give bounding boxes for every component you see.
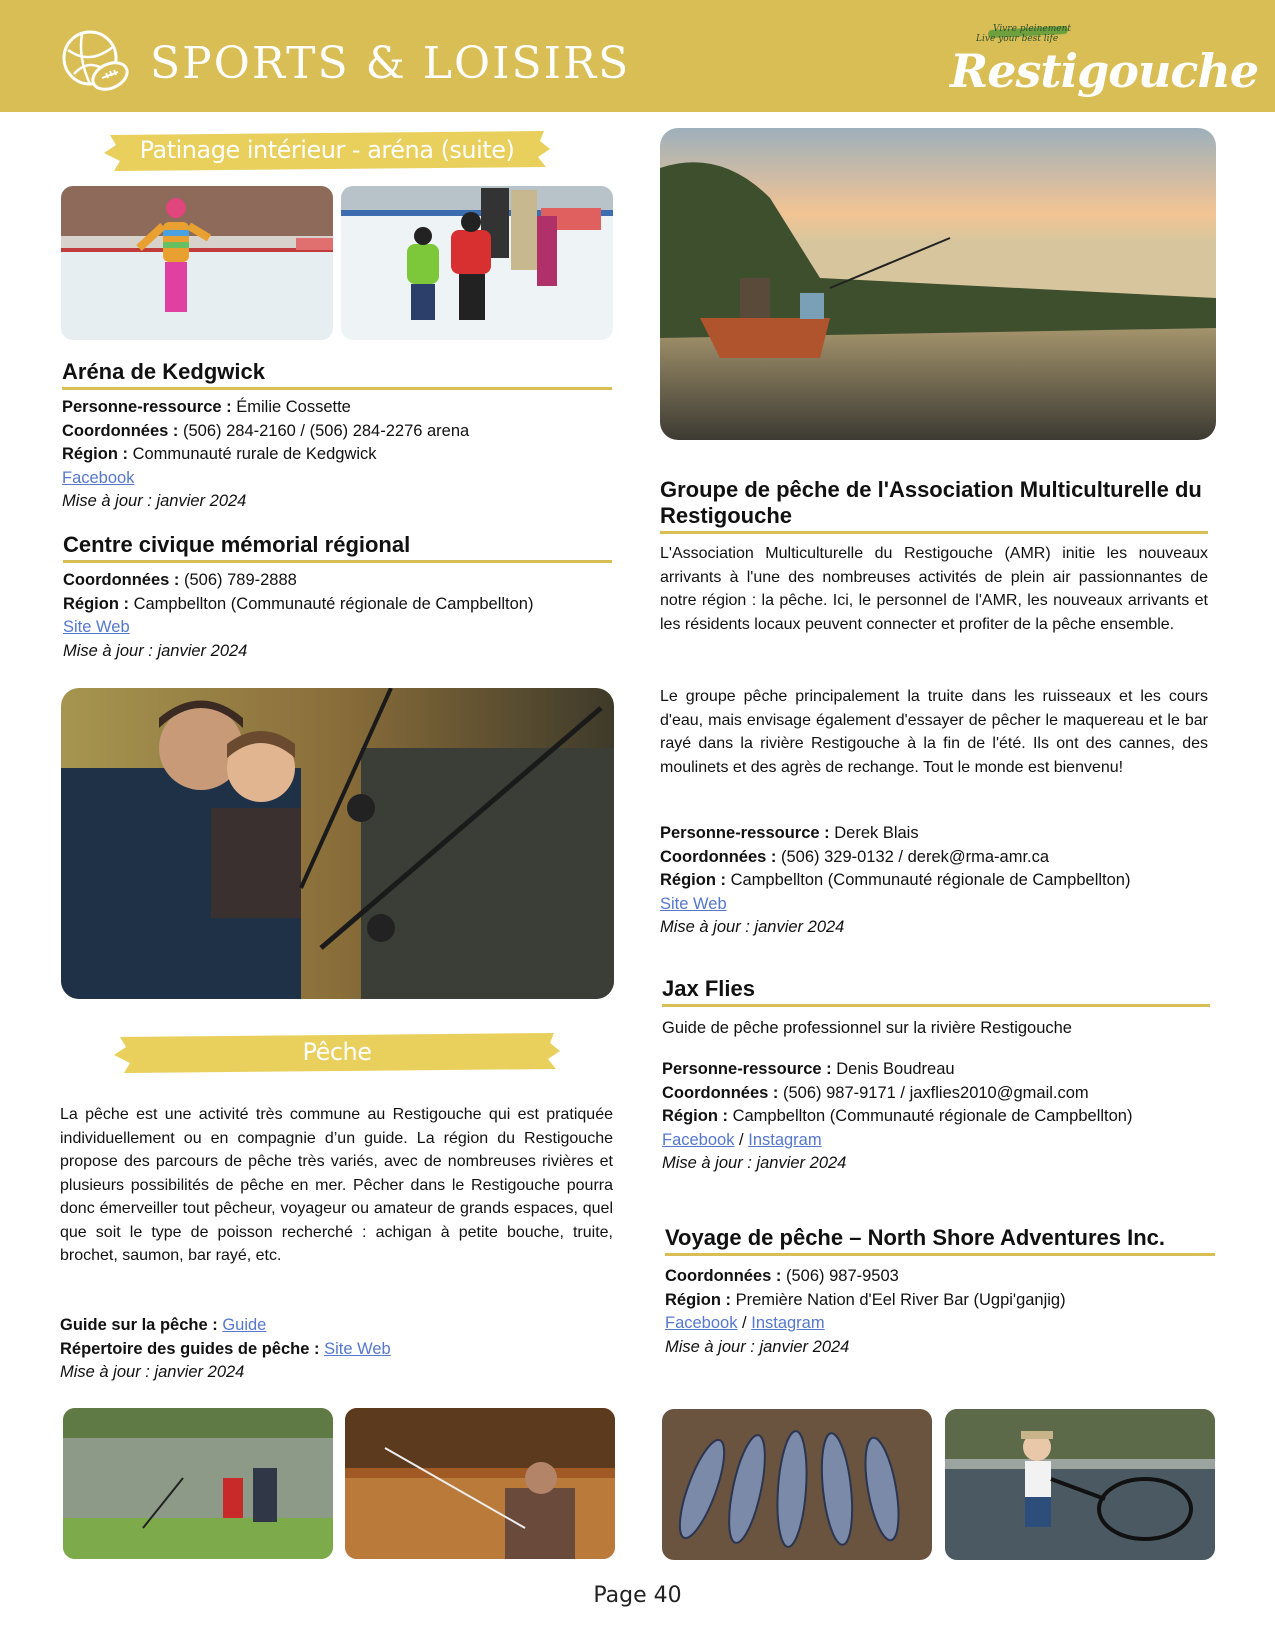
region-value: Campbellton (Communauté régionale de Campbellton) — [726, 871, 1131, 889]
site-web-link[interactable]: Site Web — [63, 618, 130, 636]
restigouche-logo — [948, 20, 1259, 106]
amr-paragraph-2: Le groupe pêche principalement la truite dans les ruisseaux et les cours d'eau, mais envisage également d'essayer de pêcher le maquereau et le bar rayé dans la rivière Restigouche à la fin de l'été. Ils ont des cannes, des moulinets et des agrès de rechange. Tout le monde est bienvenu! — [660, 688, 1208, 776]
region-row — [62, 443, 622, 467]
banner-arena — [104, 129, 550, 171]
updated-date: Mise à jour : janvier 2024 — [660, 918, 845, 936]
brand-tagline-en: Live your best life — [976, 34, 1059, 44]
guide-link[interactable]: Guide — [222, 1316, 267, 1334]
region-value: Campbellton (Communauté régionale de Campbellton) — [728, 1107, 1133, 1125]
facebook-link[interactable]: Facebook — [62, 468, 135, 487]
region-row — [63, 593, 623, 617]
photo-child-net — [945, 1409, 1215, 1560]
photo-family-skating — [341, 186, 613, 340]
region-value: Campbellton (Communauté régionale de Campbellton) — [129, 594, 534, 613]
updated-date: Mise à jour : janvier 2024 — [63, 641, 248, 660]
region-label: Région : — [63, 594, 129, 613]
coords-value: (506) 987-9171 / jaxflies2010@gmail.com — [778, 1083, 1089, 1102]
site-web-link[interactable]: Site Web — [660, 894, 727, 913]
region-label: Région : — [665, 1290, 731, 1309]
coords-value: (506) 329-0132 / derek@rma-amr.ca — [776, 847, 1050, 866]
contact-value: Derek Blais — [829, 824, 919, 842]
link-separator: / — [737, 1314, 752, 1332]
coords-value: (506) 284-2160 / (506) 284-2276 arena — [178, 421, 470, 440]
page-number: Page 40 — [593, 1583, 682, 1608]
region-label: Région : — [660, 871, 726, 889]
heading-arena-kedgwick: Aréna de Kedgwick — [62, 359, 612, 390]
coords-label: Coordonnées : — [662, 1083, 779, 1102]
photo-fish-catch — [662, 1409, 932, 1560]
instagram-link[interactable]: Instagram — [748, 1130, 822, 1149]
brand-name: Restigouche — [950, 44, 1259, 98]
contact-row — [660, 822, 1220, 846]
updated-date: Mise à jour : janvier 2024 — [62, 492, 247, 510]
repertoire-label: Répertoire des guides de pêche : — [60, 1339, 320, 1358]
contact-label: Personne-ressource : — [62, 398, 232, 416]
coords-value: (506) 789-2888 — [179, 571, 297, 589]
photo-boat-sunset — [660, 128, 1216, 440]
updated-date: Mise à jour : janvier 2024 — [60, 1363, 245, 1381]
coords-row — [660, 846, 1220, 870]
info-jax-flies — [662, 1058, 1222, 1176]
banner-peche — [114, 1031, 560, 1073]
heading-north-shore: Voyage de pêche – North Shore Adventures Inc. — [665, 1225, 1215, 1256]
coords-label: Coordonnées : — [660, 847, 777, 866]
guide-label: Guide sur la pêche : — [60, 1316, 218, 1334]
coords-label: Coordonnées : — [62, 421, 179, 440]
coords-row — [665, 1265, 1225, 1289]
contact-label: Personne-ressource : — [662, 1060, 832, 1078]
heading-amr: Groupe de pêche de l'Association Multiculturelle du Restigouche — [660, 477, 1208, 534]
contact-label: Personne-ressource : — [660, 824, 830, 842]
region-label: Région : — [662, 1107, 728, 1125]
brand-tagline-fr: Vivre pleinement — [993, 24, 1072, 34]
coords-row — [63, 569, 623, 593]
sports-balls-icon — [60, 26, 132, 98]
updated-date: Mise à jour : janvier 2024 — [662, 1154, 847, 1172]
jax-description: Guide de pêche professionnel sur la rivière Restigouche — [662, 1019, 1072, 1037]
contact-row — [62, 396, 622, 420]
repertoire-site-web-link[interactable]: Site Web — [324, 1339, 391, 1358]
photo-father-son-fishing — [61, 688, 614, 999]
coords-row — [662, 1082, 1222, 1106]
coords-label: Coordonnées : — [63, 571, 180, 589]
peche-paragraph: La pêche est une activité très commune au Restigouche qui est pratiquée individuellement ou en compagnie d’un guide. La région du Restigouche propose des parcours de pêche très variés, avec de nombreuses rivières et plusieurs possibilités de pêche en mer. Pêcher dans le Restigouche pourra donc émerveiller tout pêcheur, voyageur ou amateur de grands espaces, quel que soit le type de poisson recherché : achigan à petite bouche, truite, brochet, saumon, bar rayé, etc. — [60, 1106, 613, 1264]
contact-value: Émilie Cossette — [231, 398, 351, 416]
region-label: Région : — [62, 445, 128, 463]
info-centre-civique — [63, 569, 623, 663]
link-separator: / — [734, 1130, 749, 1149]
updated-date: Mise à jour : janvier 2024 — [665, 1337, 850, 1356]
info-amr — [660, 822, 1220, 940]
page-title: SPORTS & LOISIRS — [150, 38, 631, 89]
photo-autumn-fisher — [345, 1408, 615, 1559]
facebook-link[interactable]: Facebook — [662, 1130, 735, 1149]
photo-child-skating — [61, 186, 333, 340]
coords-value: (506) 987-9503 — [781, 1267, 899, 1285]
contact-row — [662, 1058, 1222, 1082]
region-value: Première Nation d'Eel River Bar (Ugpi'ganjig) — [731, 1290, 1066, 1309]
facebook-link[interactable]: Facebook — [665, 1314, 738, 1332]
coords-row — [62, 420, 622, 444]
banner-peche-label: Pêche — [302, 1038, 372, 1066]
banner-arena-label: Patinage intérieur - aréna (suite) — [139, 136, 515, 164]
region-row — [660, 869, 1220, 893]
info-north-shore — [665, 1265, 1225, 1359]
info-arena-kedgwick — [62, 396, 622, 514]
contact-value: Denis Boudreau — [831, 1060, 955, 1078]
amr-paragraph-1: L'Association Multiculturelle du Restigouche (AMR) initie les nouveaux arrivants à l'une des nombreuses activités de plein air passionnantes de notre région : la pêche. Ici, le personnel de l'AMR, les nouveaux arrivants et les résidents locaux peuvent connecter et profiter de la pêche ensemble. — [660, 545, 1208, 633]
heading-jax-flies: Jax Flies — [662, 976, 1210, 1007]
page-header — [0, 0, 1275, 112]
region-row — [665, 1289, 1225, 1313]
heading-centre-civique: Centre civique mémorial régional — [63, 532, 612, 563]
instagram-link[interactable]: Instagram — [751, 1314, 825, 1332]
coords-label: Coordonnées : — [665, 1267, 782, 1285]
region-value: Communauté rurale de Kedgwick — [128, 445, 377, 463]
region-row — [662, 1105, 1222, 1129]
info-peche-links — [60, 1314, 620, 1385]
photo-lake-fishers — [63, 1408, 333, 1559]
